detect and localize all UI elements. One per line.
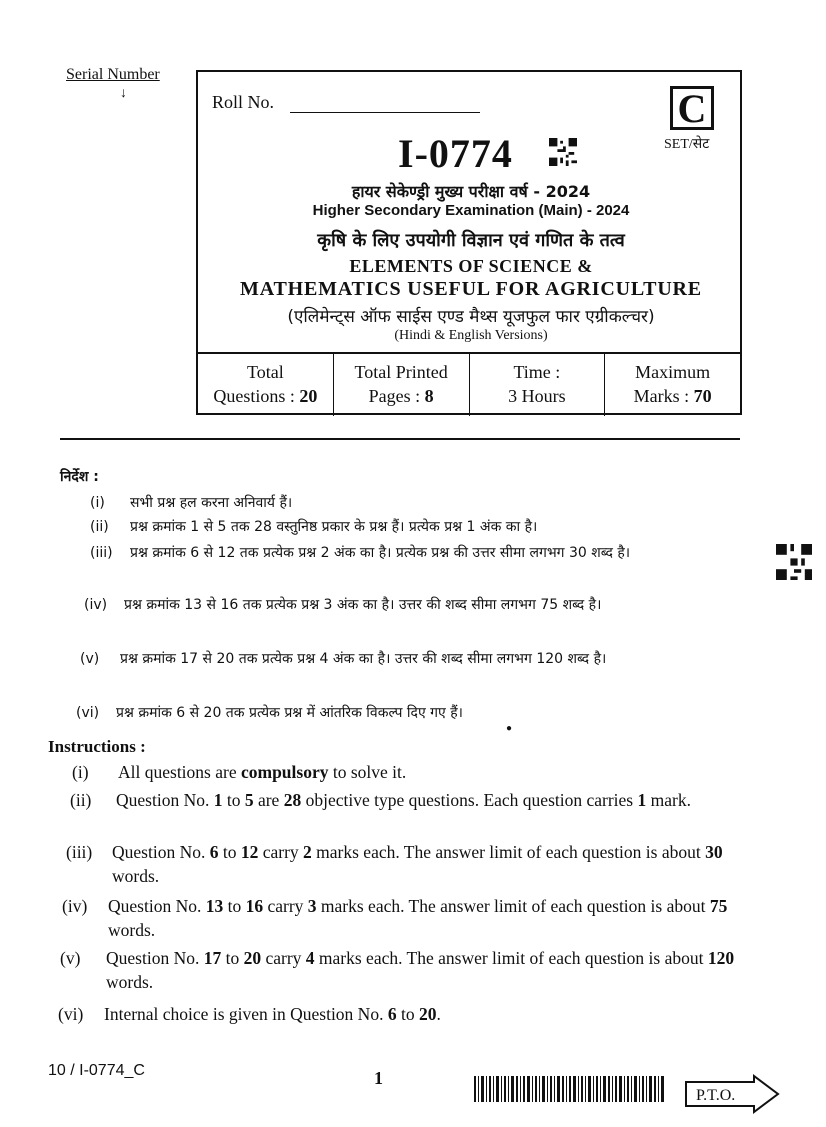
exam-title-english: Higher Secondary Examination (Main) - 2024 bbox=[312, 202, 630, 219]
text-part: Question No. bbox=[108, 896, 206, 916]
page-number: 1 bbox=[374, 1068, 383, 1088]
text-emphasis: 4 bbox=[305, 948, 315, 968]
meta-label: Questions : bbox=[213, 386, 300, 406]
text-emphasis: 1 bbox=[213, 790, 223, 810]
text-part: to solve it. bbox=[328, 762, 407, 782]
meta-label: Marks : bbox=[633, 386, 694, 406]
meta-line1: Total Printed bbox=[354, 362, 448, 382]
pto-label: P.T.O. bbox=[696, 1087, 736, 1104]
english-instruction-item bbox=[72, 760, 772, 784]
item-text: सभी प्रश्न हल करना अनिवार्य हैं। bbox=[130, 495, 293, 511]
item-text: प्रश्न क्रमांक 17 से 20 तक प्रत्येक प्रश्न 4 अंक का है। उत्तर की शब्द सीमा लगभग 120 शब्द है। bbox=[120, 651, 607, 667]
text-emphasis: 28 bbox=[283, 790, 302, 810]
text-part: All questions are bbox=[118, 762, 241, 782]
serial-number-arrow: ↓ bbox=[120, 86, 127, 101]
hindi-instruction-item bbox=[90, 514, 770, 540]
text-part: to bbox=[396, 1004, 419, 1024]
pto-arrow bbox=[684, 1074, 780, 1114]
subject-title-english-line2: MATHEMATICS USEFUL FOR AGRICULTURE bbox=[240, 278, 702, 300]
hindi-instruction-item bbox=[90, 490, 770, 516]
text-emphasis: 75 bbox=[709, 896, 728, 916]
meta-line1: Maximum bbox=[635, 362, 711, 382]
english-instruction-item bbox=[62, 894, 760, 942]
item-number: (v) bbox=[60, 948, 81, 968]
text-part: to bbox=[218, 842, 241, 862]
time-cell bbox=[470, 354, 606, 416]
subject-title-hindi: कृषि के लिए उपयोगी विज्ञान एवं गणित के तत्व bbox=[317, 230, 625, 251]
hindi-instruction-item bbox=[76, 700, 750, 726]
text-part: words. bbox=[112, 866, 160, 886]
versions-note: (Hindi & English Versions) bbox=[394, 328, 548, 343]
text-emphasis: 16 bbox=[245, 896, 264, 916]
maximum-marks-cell bbox=[605, 354, 740, 416]
total-pages-cell bbox=[334, 354, 470, 416]
english-instructions-heading: Instructions : bbox=[48, 737, 146, 756]
text-emphasis: 2 bbox=[303, 842, 312, 862]
text-part: Question No. bbox=[106, 948, 204, 968]
text-part: Internal choice is given in Question No. bbox=[104, 1004, 388, 1024]
text-emphasis: 17 bbox=[203, 948, 222, 968]
bullet-mark: ● bbox=[506, 723, 513, 734]
text-emphasis: 20 bbox=[243, 948, 262, 968]
exam-title-hindi: हायर सेकेण्ड्री मुख्य परीक्षा वर्ष - 2024 bbox=[351, 182, 591, 201]
qr-code-icon bbox=[776, 544, 812, 580]
english-instruction-item bbox=[58, 1002, 758, 1026]
text-emphasis: 20 bbox=[418, 1004, 437, 1024]
set-label: SET/सेट bbox=[664, 137, 710, 152]
meta-line2 bbox=[334, 384, 469, 408]
paper-code: I-0774 bbox=[398, 131, 513, 176]
divider bbox=[60, 438, 740, 440]
text-part: to bbox=[221, 948, 244, 968]
text-emphasis: compulsory bbox=[240, 762, 329, 782]
text-emphasis: 30 bbox=[705, 842, 723, 862]
barcode-icon bbox=[474, 1076, 664, 1102]
text-part: to bbox=[222, 790, 245, 810]
roll-number-field[interactable] bbox=[290, 112, 480, 113]
item-number: (iv) bbox=[84, 597, 108, 613]
item-text: प्रश्न क्रमांक 6 से 20 तक प्रत्येक प्रश्न में आंतरिक विकल्प दिए गए हैं। bbox=[116, 705, 463, 721]
english-instruction-item bbox=[70, 788, 760, 812]
english-instruction-item bbox=[66, 840, 760, 888]
text-part: are bbox=[253, 790, 284, 810]
text-emphasis: 6 bbox=[209, 842, 219, 862]
meta-line2 bbox=[198, 384, 333, 408]
text-part: marks each. The answer limit of each question is about bbox=[316, 896, 710, 916]
text-emphasis: 1 bbox=[637, 790, 647, 810]
english-instruction-item bbox=[60, 946, 760, 994]
text-part: Question No. bbox=[116, 790, 214, 810]
item-number: (i) bbox=[90, 495, 105, 511]
text-part: to bbox=[223, 896, 246, 916]
meta-line1: Time : bbox=[513, 362, 561, 382]
total-questions-cell bbox=[198, 354, 334, 416]
meta-label: Pages : bbox=[368, 386, 425, 406]
item-number: (iii) bbox=[66, 842, 93, 862]
meta-value: 8 bbox=[424, 386, 434, 406]
text-emphasis: 13 bbox=[205, 896, 224, 916]
item-number: (i) bbox=[72, 762, 89, 782]
exam-meta-row bbox=[198, 352, 740, 416]
text-part: words. bbox=[108, 920, 156, 940]
text-part: carry bbox=[258, 842, 304, 862]
item-number: (ii) bbox=[70, 790, 92, 810]
item-number: (iv) bbox=[62, 896, 88, 916]
item-number: (vi) bbox=[58, 1004, 84, 1024]
hindi-instructions-heading: निर्देश : bbox=[60, 469, 99, 485]
meta-value: 70 bbox=[693, 386, 712, 406]
text-part: carry bbox=[263, 896, 308, 916]
subject-title-english-line1: ELEMENTS OF SCIENCE & bbox=[349, 256, 593, 276]
roll-number-label: Roll No. bbox=[212, 92, 275, 112]
text-part: words. bbox=[106, 972, 154, 992]
text-part: objective type questions. Each question carries bbox=[301, 790, 638, 810]
text-emphasis: 120 bbox=[707, 948, 735, 968]
text-part: . bbox=[436, 1004, 441, 1024]
header-box bbox=[196, 70, 742, 415]
text-part: Question No. bbox=[112, 842, 210, 862]
text-part: mark. bbox=[646, 790, 691, 810]
hindi-instruction-item bbox=[80, 646, 750, 672]
item-text bbox=[108, 894, 760, 942]
item-number: (vi) bbox=[76, 705, 100, 721]
item-number: (v) bbox=[80, 651, 100, 667]
text-emphasis: 6 bbox=[387, 1004, 397, 1024]
item-text bbox=[106, 946, 760, 994]
item-text bbox=[118, 760, 772, 784]
set-letter-box: C bbox=[670, 86, 714, 130]
meta-line2 bbox=[605, 384, 740, 408]
meta-label: 3 Hours bbox=[508, 386, 566, 406]
item-text: प्रश्न क्रमांक 13 से 16 तक प्रत्येक प्रश्न 3 अंक का है। उत्तर की शब्द सीमा लगभग 75 शब्द है। bbox=[124, 597, 602, 613]
footer-paper-code: 10 / I-0774_C bbox=[48, 1062, 145, 1079]
item-number: (ii) bbox=[90, 519, 109, 535]
text-part: marks each. The answer limit of each question is about bbox=[314, 948, 708, 968]
serial-number-label: Serial Number bbox=[66, 66, 160, 83]
hindi-instruction-item bbox=[90, 540, 750, 566]
item-text: प्रश्न क्रमांक 6 से 12 तक प्रत्येक प्रश्न 2 अंक का है। प्रत्येक प्रश्न की उत्तर सीमा लगभग 30 शब्द है। bbox=[130, 545, 631, 561]
item-text: प्रश्न क्रमांक 1 से 5 तक 28 वस्तुनिष्ठ प्रकार के प्रश्न हैं। प्रत्येक प्रश्न 1 अंक का है। bbox=[130, 519, 538, 535]
meta-line2 bbox=[470, 384, 605, 408]
text-part: carry bbox=[261, 948, 306, 968]
meta-line1: Total bbox=[247, 362, 284, 382]
item-text bbox=[104, 1002, 758, 1026]
hindi-instruction-item bbox=[84, 592, 750, 618]
qr-code-icon bbox=[548, 138, 578, 166]
text-emphasis: 5 bbox=[244, 790, 254, 810]
item-text bbox=[112, 840, 760, 888]
text-emphasis: 12 bbox=[240, 842, 259, 862]
item-number: (iii) bbox=[90, 545, 113, 561]
item-text bbox=[116, 788, 760, 812]
text-part: marks each. The answer limit of each question is about bbox=[311, 842, 706, 862]
meta-value: 20 bbox=[299, 386, 318, 406]
text-emphasis: 3 bbox=[307, 896, 317, 916]
subject-title-transliteration: (एलिमेन्ट्स ऑफ साईस एण्ड मैथ्स यूजफुल फार एग्रीकल्चर) bbox=[287, 307, 655, 327]
